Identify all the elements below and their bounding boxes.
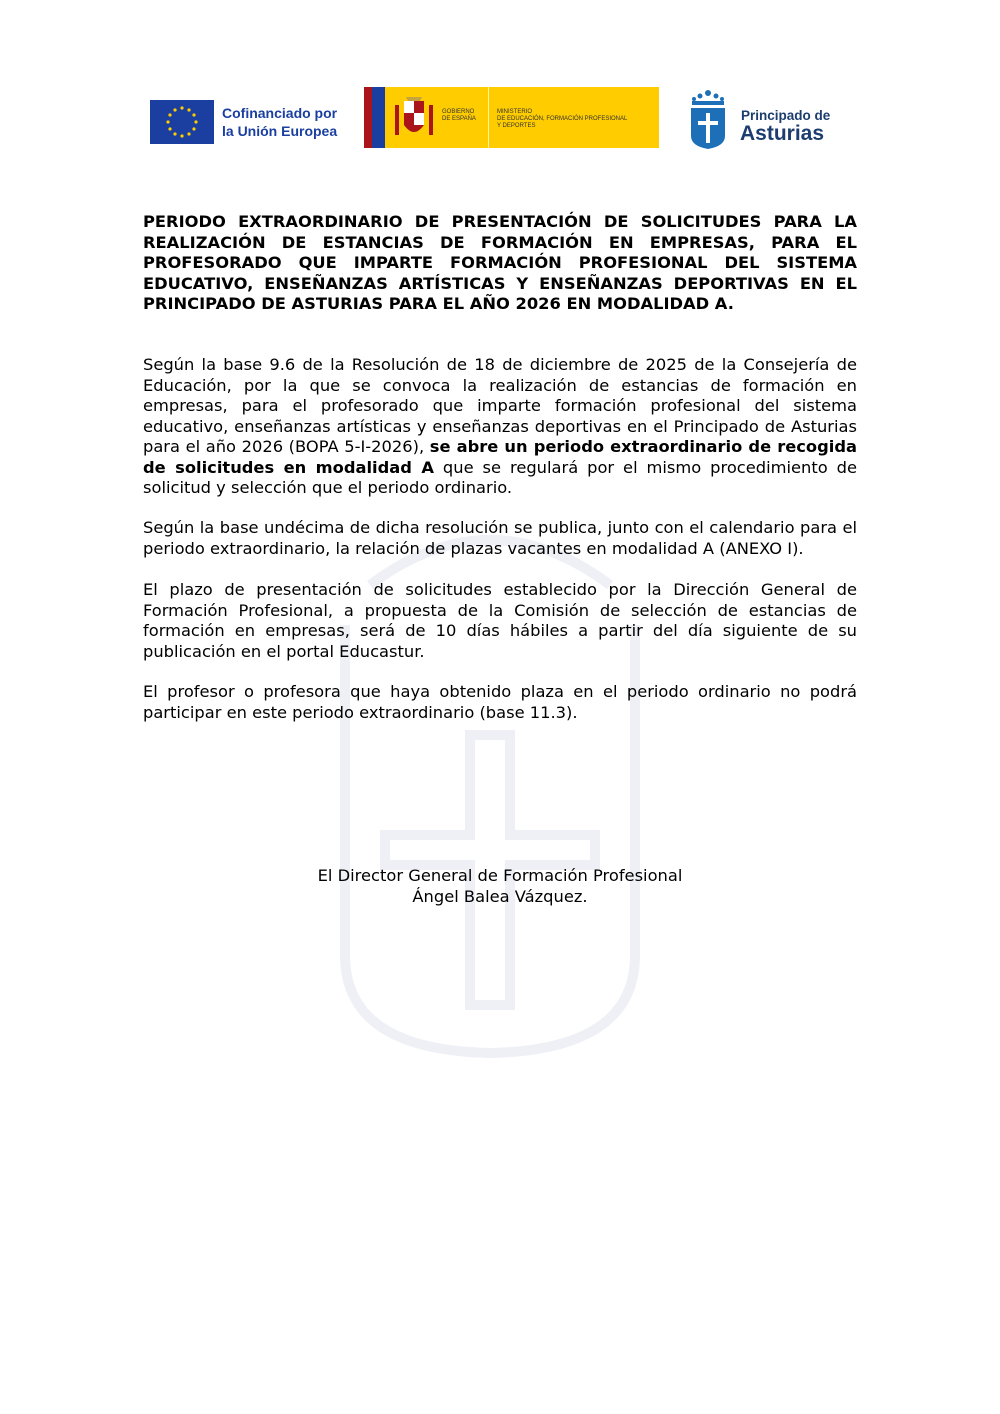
- eu-logo: [150, 100, 350, 144]
- ministerio-line3: Y DEPORTES: [497, 123, 536, 129]
- principado-asturias-logo: [688, 88, 858, 152]
- flag-red-stripe: [364, 87, 372, 148]
- asturias-logo-line1: Principado de: [741, 108, 831, 123]
- paragraph-1: [143, 355, 857, 499]
- gobierno-espana-logo: [364, 87, 659, 148]
- spain-coat-of-arms-icon: [392, 95, 436, 141]
- flag-blue-stripe: [372, 87, 385, 148]
- signature-name: Ángel Balea Vázquez.: [412, 886, 588, 906]
- gobierno-line1: GOBIERNO: [442, 109, 475, 115]
- eu-flag-icon: [150, 100, 214, 144]
- header-logos: [0, 86, 1000, 156]
- eu-logo-line2: la Unión Europea: [222, 123, 338, 139]
- ministerio-line2: DE EDUCACIÓN, FORMACIÓN PROFESIONAL: [497, 116, 628, 122]
- paragraph-2: Según la base undécima de dicha resolución se publica, junto con el calendario para el periodo extraordinario, la relación de plazas vacantes en modalidad A (ANEXO I).: [143, 518, 857, 558]
- logo-divider: [488, 87, 489, 148]
- paragraph-1-bold: se abre un periodo extraordinario de recogida de solicitudes en modalidad A: [143, 437, 857, 477]
- paragraph-4: El profesor o profesora que haya obtenido plaza en el periodo ordinario no podrá participar en este periodo extraordinario (base 11.3).: [143, 682, 857, 722]
- eu-logo-line1: Cofinanciado por: [222, 105, 338, 121]
- asturias-shield-icon: [688, 88, 728, 150]
- signature-role: El Director General de Formación Profesional: [317, 866, 683, 885]
- paragraph-1-text-a: Según la base 9.6 de la Resolución de 18 de diciembre de 2025 de la Consejería de Educación, por la que se convoca la realización de estancias de formación en empresas, para el profesorado que imparte formación profesional del sistema educativo, enseñanzas artísticas y enseñanzas deportivas en el Principado de Asturias para el año 2026 (BOPA 5-I-2026),: [143, 355, 857, 456]
- gobierno-line2: DE ESPAÑA: [442, 116, 476, 122]
- ministerio-line1: MINISTERIO: [497, 109, 533, 115]
- paragraph-3: El plazo de presentación de solicitudes establecido por la Dirección General de Formación Profesional, a propuesta de la Comisión de selección de estancias de formación en empresas, será de 10 días hábiles a partir del día siguiente de su publicación en el portal Educastur.: [143, 580, 857, 661]
- asturias-logo-line2: Asturias: [740, 122, 825, 145]
- paragraph-1-text-b: que se regulará por el mismo procedimiento de solicitud y selección que el periodo ordinario.: [143, 457, 858, 497]
- signature-block: [143, 866, 857, 907]
- document-title: PERIODO EXTRAORDINARIO DE PRESENTACIÓN DE SOLICITUDES PARA LA REALIZACIÓN DE ESTANCIAS DE FORMACIÓN EN EMPRESAS, PARA EL PROFESORADO QUE IMPARTE FORMACIÓN PROFESIONAL DEL SISTEMA EDUCATIVO, ENSEÑANZAS ARTÍSTICAS Y ENSEÑANZAS DEPORTIVAS EN EL PRINCIPADO DE ASTURIAS PARA EL AÑO 2026 EN MODALIDAD A.: [143, 212, 857, 313]
